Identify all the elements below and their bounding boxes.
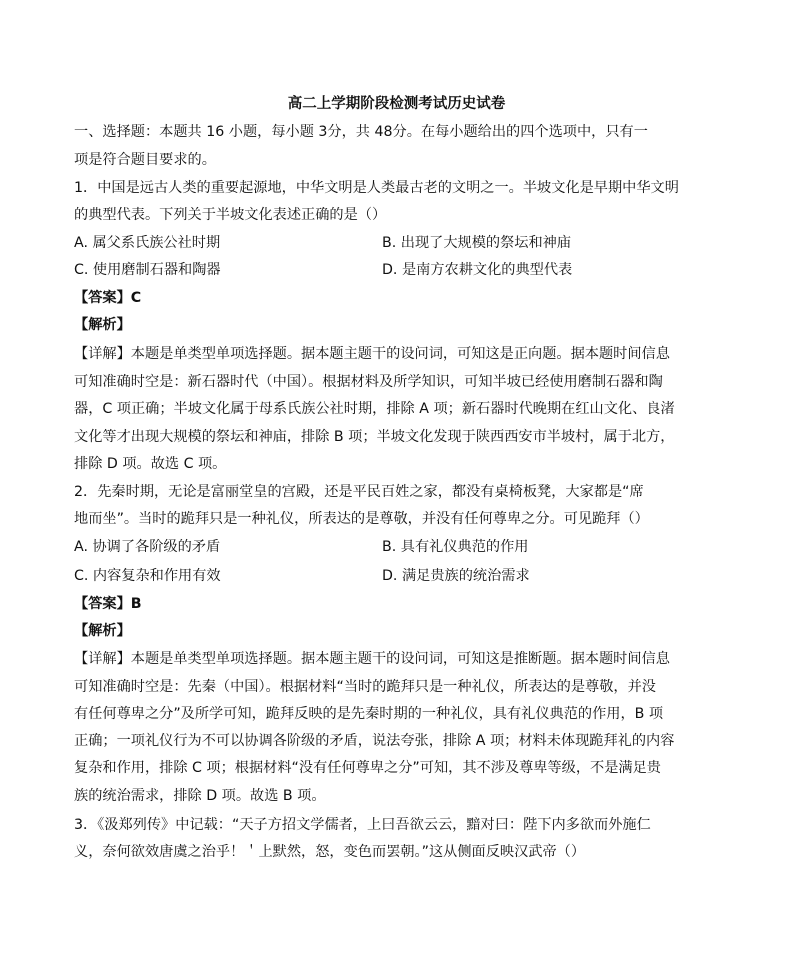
question-3-stem: 3．《汲郑列传》中记载：“天子方招文学儒者，上曰吾欲云云，黯对曰：陛下内多欲而外施仁	[74, 817, 651, 833]
section-instructions: 项是符合题目要求的。	[74, 152, 216, 168]
question-1-stem: 1．中国是远古人类的重要起源地，中华文明是人类最古老的文明之一。半坡文化是早期中华文明	[74, 180, 679, 196]
question-2-detail: 族的统治需求，排除 D 项。故选 B 项。	[74, 788, 326, 804]
section-instructions: 一、选择题：本题共 16 小题，每小题 3分，共 48分。在每小题给出的四个选项中，只有一	[74, 124, 648, 140]
question-1-detail: 器，C 项正确；半坡文化属于母系氏族公社时期，排除 A 项；新石器时代晚期在红山文化、良渚	[74, 401, 675, 417]
question-2-detail: 有任何尊卑之分”及所学可知，跪拜反映的是先秦时期的一种礼仪，具有礼仪典范的作用，B 项	[74, 706, 664, 722]
question-2-analysis-label: 【解析】	[74, 623, 131, 639]
question-3-stem: 义，奈何欲效唐虞之治乎！＇上默然，怒，变色而罢朝。”这从侧面反映汉武帝（）	[74, 844, 586, 860]
question-1-detail: 文化等才出现大规模的祭坛和神庙，排除 B 项；半坡文化发现于陕西西安市半坡村，属于北方，	[74, 429, 675, 445]
question-2-detail: 复杂和作用，排除 C 项；根据材料“没有任何尊卑之分”可知，其不涉及尊卑等级，不是满足贵	[74, 760, 661, 776]
question-1-detail: 可知准确时空是：新石器时代（中国）。根据材料及所学知识，可知半坡已经使用磨制石器和陶	[74, 374, 663, 390]
question-2-option-b: B. 具有礼仪典范的作用	[382, 539, 529, 555]
question-1-option-b: B. 出现了大规模的祭坛和神庙	[382, 235, 572, 251]
question-2-detail: 可知准确时空是：先秦（中国）。根据材料“当时的跪拜只是一种礼仪，所表达的是尊敬，并没	[74, 679, 656, 695]
question-1-option-d: D. 是南方农耕文化的典型代表	[382, 262, 573, 278]
question-2-option-d: D. 满足贵族的统治需求	[382, 568, 530, 584]
question-1-detail: 【详解】本题是单类型单项选择题。据本题主题干的设问词，可知这是正向题。据本题时间信息	[74, 346, 670, 362]
question-2-stem: 2．先秦时期，无论是富丽堂皇的宫殿，还是平民百姓之家，都没有桌椅板凳，大家都是“席	[74, 484, 644, 500]
question-2-detail: 正确；一项礼仪行为不可以协调各阶级的矛盾，说法夸张，排除 A 项；材料未体现跪拜礼的内容	[74, 733, 675, 749]
question-1-option-a: A. 属父系氏族公社时期	[74, 235, 221, 251]
question-1-detail: 排除 D 项。故选 C 项。	[74, 456, 227, 472]
question-1-stem: 的典型代表。下列关于半坡文化表述正确的是（）	[74, 207, 387, 223]
question-1-option-c: C. 使用磨制石器和陶器	[74, 262, 221, 278]
question-2-answer: 【答案】B	[74, 596, 142, 612]
page-title: 高二上学期阶段检测考试历史试卷	[287, 96, 506, 112]
question-2-option-a: A. 协调了各阶级的矛盾	[74, 539, 221, 555]
question-1-analysis-label: 【解析】	[74, 317, 131, 333]
question-1-answer: 【答案】C	[74, 290, 142, 306]
question-2-detail: 【详解】本题是单类型单项选择题。据本题主题干的设问词，可知这是推断题。据本题时间信息	[74, 651, 670, 667]
question-2-option-c: C. 内容复杂和作用有效	[74, 568, 221, 584]
question-2-stem: 地而坐”。当时的跪拜只是一种礼仪，所表达的是尊敬，并没有任何尊卑之分。可见跪拜（）	[74, 511, 649, 527]
